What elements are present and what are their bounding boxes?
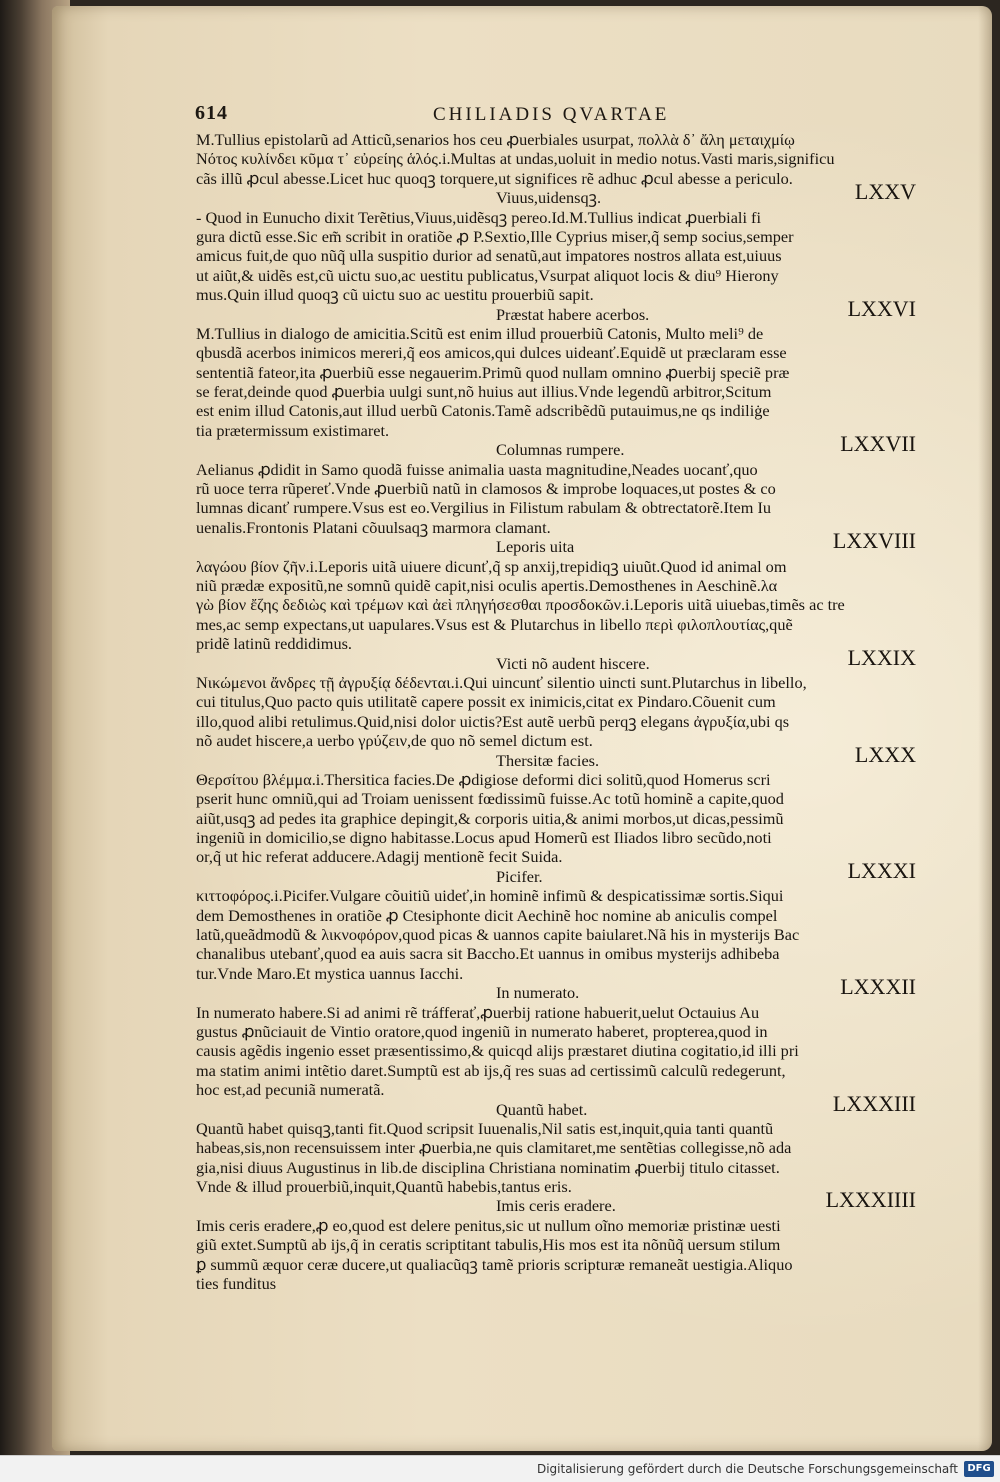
text-line: M.Tullius in dialogo de amicitia.Scitũ est enim illud prouerbiũ Catonis, Multo meli⁹ de [196,323,764,343]
text-line: est enim illud Catonis,aut illud uerbũ Catonis.Tamẽ adscribẽdũ putauimus,ne qs indiliġe [196,401,770,421]
section-title: Quantũ habet. [496,1099,588,1119]
text-line: or,q̃ ut hic referat adducere.Adagij mentionẽ fecit Suida. [196,847,563,867]
text-line: uenalis.Frontonis Platani cõuulsaqꝫ marmora clamant. [196,517,551,537]
section-heading [196,528,916,557]
section-numeral: LXXXII [840,974,916,1000]
text-line: gura dictũ esse.Sic em̃ scribit in oratiõe ꝓ P.Sextio,Ille Cyprius miser,q̃ semp socius,semper [196,226,794,246]
section-numeral: LXXVIII [832,528,916,554]
section-title: Columnas rumpere. [496,440,625,460]
text-line: pserit hunc omniũ,qui ad Troiam uenissent fœdissimũ fuisse.Ac totũ hominẽ a capite,quod [196,789,784,809]
text-line: dem Demosthenes in oratiõe ꝓ Ctesiphonte dicit Aechinẽ hoc nomine ab aniculis compel [196,905,778,925]
text-line: Imis ceris eradere,ꝓ eo,quod est delere penitus,sic ut nullum oĩno memoriæ pristinæ uesti [196,1215,781,1235]
text-line: aiũt,usqꝫ ad pedes ita graphice depingit,& corporis uitia,& animi morbos,ut dicas,pessimũ [196,808,784,828]
text-line: qbusdã acerbos inimicos mereri,q̃ eos amicos,qui dulces uideanť.Equidẽ ut præclaram esse [196,343,787,363]
text-line: gia,nisi diuus Augustinus in lib.de disciplina Christiana nominatim ꝓuerbij titulo citasset. [196,1157,780,1177]
text-line: latũ,queãdmodũ & λικνοφόρον,quod picas & uannos capite baiularet.Nã his in mysterijs Bac [196,925,800,945]
text-line: In numerato habere.Si ad animi rẽ tráfferať,ꝓuerbij ratione habuerit,uelut Octauius Au [196,1002,760,1022]
text-line: sententiã fateor,ita ꝓuerbiũ esse negauerim.Primũ quod nullam omnino ꝓuerbij speciẽ præ [196,362,790,382]
section-heading [196,974,916,1003]
text-line: ingeniũ in domicilio,se digno habitasse.Locus apud Homerũ est Iliados libro secũdo,noti [196,828,772,848]
text-line: habeas,sis,non recensuissem inter ꝓuerbia,ne quis clamitaret,me sentẽtias collegisse,nõ ada [196,1138,792,1158]
text-line: mes,ac semp expectans,ut uapulares.Vsus est & Plutarchus in libello περὶ φιλοπλουτίας,quẽ [196,614,793,634]
text-line: chanalibus utebanť,quod ea auis sacra sit Baccho.Et uannus in omibus mysterijs adhibeba [196,944,780,964]
text-line: Quantũ habet quisqꝫ,tanti fit.Quod scripsit Iuuenalis,Nil satis est,inquit,quia tanti quantũ [196,1118,774,1138]
section-title: Leporis uita [496,537,575,557]
text-line: nõ audet hiscere,a uerbo γρύζειν,de quo nõ semel dictum est. [196,731,593,751]
running-head [195,102,935,132]
text-line: tur.Vnde Maro.Et mystica uannus Iacchi. [196,963,464,983]
section-title: Picifer. [496,866,543,886]
running-title: CHILIADIS QVARTAE [433,104,670,125]
section-numeral: LXXXI [847,857,916,883]
text-line: ma statim animi intẽtio daret.Sumptũ est ab ijs,q̃ res suas ad certissimũ calculũ redegerunt, [196,1060,786,1080]
section-heading [196,431,916,460]
section-numeral: LXXVI [847,295,916,321]
text-line: giũ extet.Sumptũ ab ijs,q̃ in ceratis scriptitant tabulis,His mos est ita nõnũq̃ uersum stilum [196,1235,781,1255]
text-line: rũ uoce terra rũpereť.Vnde ꝓuerbiũ natũ in clamosos & improbe loquaces,ut postes & co [196,479,776,499]
text-line: tia prætermissum existimaret. [196,420,390,440]
text-line: niũ prædæ expositũ,ne somnũ quidẽ capit,nisi oculis apertis.Demosthenes in Aeschinẽ.λα [196,575,778,595]
text-line: lumnas dicanť rumpere.Vsus est eo.Vergilius in Filistum rabulam & obtrectatorẽ.Item Iu [196,498,772,518]
text-line: ties funditus [196,1274,277,1294]
text-line: Vnde & illud prouerbiũ,inquit,Quantũ habebis,tantus eris. [196,1177,572,1197]
dfg-logo-icon: DFG [964,1461,994,1477]
section-title: Præstat habere acerbos. [496,304,650,324]
section-numeral: LXXV [854,179,916,205]
text-line: γὼ βίον ἔζης δεδιὼς καὶ τρέμων καὶ ἀεὶ πληγήσεσθαι προσδοκῶν.i.Leporis uitã uiuebas,timẽs ac tre [196,595,845,615]
text-line: ut aiũt,& uidẽs est,cũ uictu suo,ac uestitu publicatus,Vsurpat aliquot locis & diu⁹ Hierony [196,265,779,285]
text-line: λαγώου βίον ζῆν.i.Leporis uitã uiuere dicunť,q̃ sp anxij,trepidiqꝫ uiuũt.Quod id animal om [196,556,787,576]
text-line: Νότος κυλίνδει κῦμα τ᾽ εὐρείης ἁλός.i.Multas at undas,uoluit in medio notus.Vasti maris,significu [196,149,835,169]
section-numeral: LXXX [854,741,916,767]
text-line: - Quod in Eunucho dixit Terẽtius,Viuus,uidẽsqꝫ pereo.Id.M.Tullius indicat ꝓuerbiali fi [196,207,761,227]
section-numeral: LXXXIII [832,1090,916,1116]
text-line: M.Tullius epistolarũ ad Atticũ,senarios hos ceu ꝓuerbiales usurpat, πολλὰ δ᾽ ἄλη μεταιχμίῳ [196,130,795,149]
text-line: illo,quod alibi retulimus.Quid,nisi dolor uictis?Est autẽ uerbũ perqꝫ elegans ἀγρυξία,ubi qs [196,711,790,731]
section-numeral: LXXVII [840,431,916,457]
text-line: gustus ꝓnũciauit de Vintio oratore,quod ingeniũ in numerato haberet, propterea,quod in [196,1021,768,1041]
section-numeral: LXXIX [847,644,916,670]
main-text [196,130,916,1293]
text-line: amicus fuit,de quo nũq̃ ulla suspitio durior ad senatũ,aut impatores nostros allata est,uiuus [196,246,782,266]
text-line: cãs illũ ꝓcul abesse.Licet huc quoqꝫ torquere,ut significes rẽ adhuc ꝓcul abesse a periculo. [196,168,793,188]
section-title: Thersitæ facies. [496,750,600,770]
text-line: ꝑ summũ æquor ceræ ducere,ut qualiacũqꝫ tamẽ prioris scripturæ remaneãt uestigia.Aliquo [196,1254,793,1274]
footer-bar [0,1455,1000,1482]
section-title: Viuus,uidensqꝫ. [496,188,602,208]
text-line: Aelianus ꝓdidit in Samo quodã fuisse animalia uasta magnitudine,Neades uocanť,quo [196,459,758,479]
section-numeral: LXXXIIII [825,1187,916,1213]
page-edge-shadow [978,6,992,1451]
text-line: κιττοφόρος.i.Picifer.Vulgare cõuitiũ uideť,in hominẽ infimũ & despicatissimæ sortis.Siqui [196,886,784,906]
text-line: se ferat,deinde quod ꝓuerbia uulgi sunt,nõ huius aut illius.Vnde legendũ arbitror,Scitum [196,382,772,402]
section-title: Victi nõ audent hiscere. [496,653,650,673]
page-number: 614 [195,102,228,124]
section-heading [196,179,916,208]
text-line: causis agẽdis ingenio esset præsentissimo,& quicqd alijs præstaret diutina cogitatio,id illi pri [196,1041,799,1061]
text-line: pridẽ latinũ reddidimus. [196,634,352,654]
text-line: Θερσίτου βλέμμα.i.Thersitica facies.De ꝓdigiose deformi dici solitũ,quod Homerus scri [196,769,771,789]
text-line: mus.Quin illud quoqꝫ cũ uictu suo ac uestitu prouerbiũ sapit. [196,285,594,305]
text-line: Νικώμενοι ἄνδρες τῇ ἀγρυξίᾳ δέδενται.i.Qui uincunť silentio uincti sunt.Plutarchus in libello, [196,672,807,692]
text-line: cui titulus,Quo pacto quis utilitatẽ capere possit ex inimicis,citat ex Pindaro.Cõuenit cum [196,692,776,712]
footer-credit: Digitalisierung gefördert durch die Deutsche Forschungsgemeinschaft [536,1462,958,1476]
section-title: In numerato. [496,983,580,1003]
section-title: Imis ceris eradere. [496,1196,616,1216]
text-line: hoc est,ad pecuniã numeratã. [196,1080,385,1100]
